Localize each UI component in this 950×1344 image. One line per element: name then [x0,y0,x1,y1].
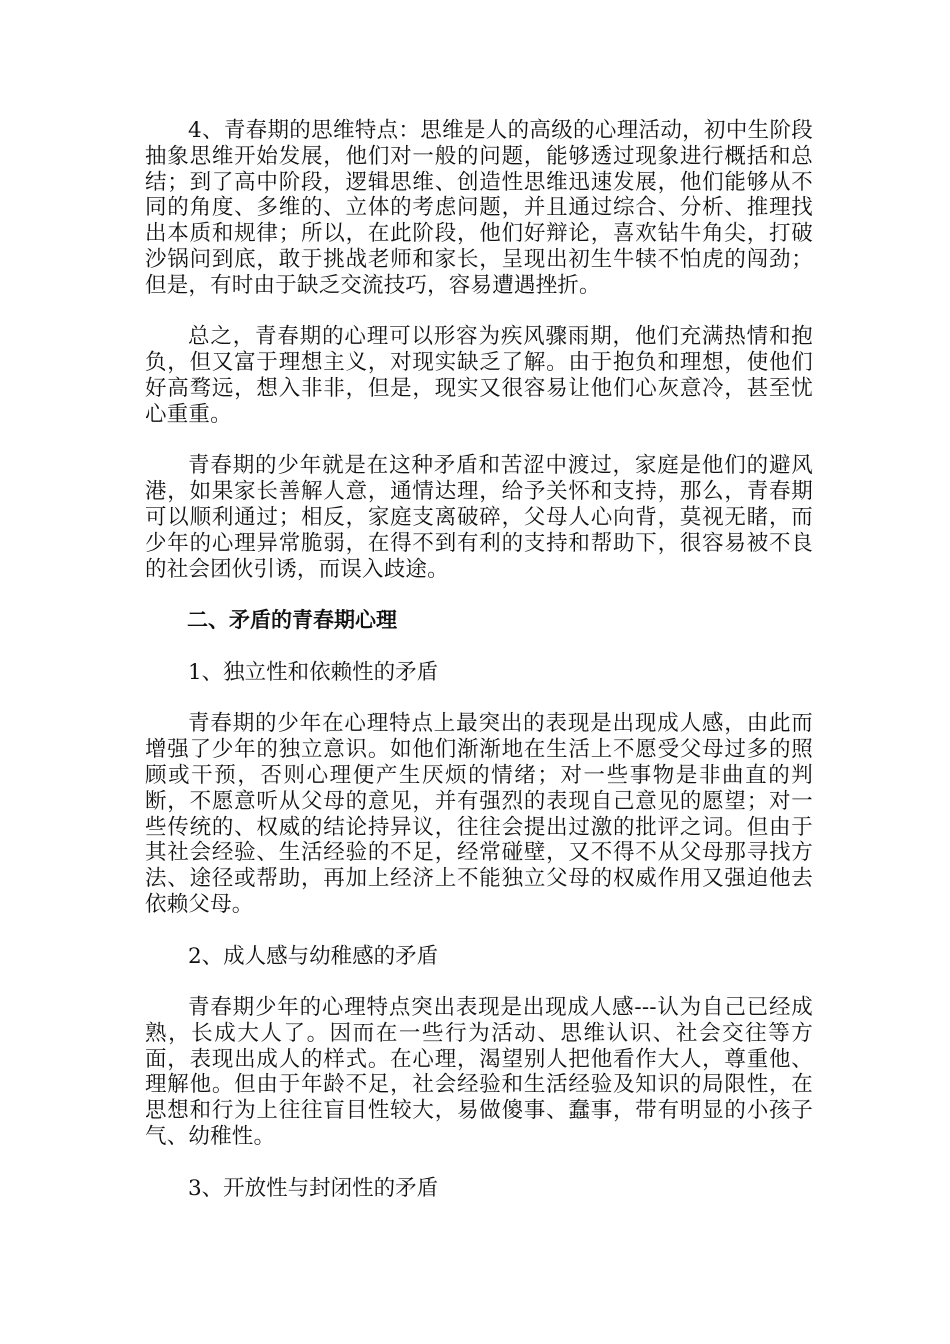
document-page [145,118,813,1227]
subheading-independence: 1、独立性和依赖性的矛盾 [188,659,439,685]
section-heading-contradictions: 二、矛盾的青春期心理 [187,608,397,633]
subheading-openness: 3、开放性与封闭性的矛盾 [188,1175,439,1201]
paragraph-family-role: 青春期的少年就是在这种矛盾和苦涩中渡过，家庭是他们的避风港，如果家长善解人意，通情达理，给予关怀和支持，那么，青春期可以顺利通过；相反，家庭支离破碎，父母人心向背，莫视无睹，而少年的心理异常脆弱，在得不到有利的支持和帮助下，很容易被不良的社会团伙引诱，而误入歧途。 [145,453,813,582]
paragraph-thinking-traits: 4、青春期的思维特点：思维是人的高级的心理活动，初中生阶段抽象思维开始发展，他们对一般的问题，能够透过现象进行概括和总结；到了高中阶段，逻辑思维、创造性思维迅速发展，他们能够从不同的角度、多维的、立体的考虑问题，并且通过综合、分析、推理找出本质和规律；所以，在此阶段，他们好辩论，喜欢钻牛角尖，打破沙锅问到底，敢于挑战老师和家长，呈现出初生牛犊不怕虎的闯劲；但是，有时由于缺乏交流技巧，容易遭遇挫折。 [145,118,813,298]
subheading-adulthood: 2、成人感与幼稚感的矛盾 [188,943,439,969]
paragraph-summary: 总之，青春期的心理可以形容为疾风骤雨期，他们充满热情和抱负，但又富于理想主义，对现实缺乏了解。由于抱负和理想，使他们好高骛远，想入非非，但是，现实又很容易让他们心灰意冷，甚至忧心重重。 [145,324,813,427]
paragraph-adulthood: 青春期少年的心理特点突出表现是出现成人感---认为自己已经成熟，长成大人了。因而在一些行为活动、思维认识、社会交往等方面，表现出成人的样式。在心理，渴望别人把他看作大人，尊重他、理解他。但由于年龄不足，社会经验和生活经验及知识的局限性，在思想和行为上往往盲目性较大，易做傻事、蠢事，带有明显的小孩子气、幼稚性。 [145,995,813,1150]
paragraph-independence: 青春期的少年在心理特点上最突出的表现是出现成人感，由此而增强了少年的独立意识。如他们渐渐地在生活上不愿受父母过多的照顾或干预，否则心理便产生厌烦的情绪；对一些事物是非曲直的判断，不愿意听从父母的意见，并有强烈的表现自己意见的愿望；对一些传统的、权威的结论持异议，往往会提出过激的批评之词。但由于其社会经验、生活经验的不足，经常碰壁，又不得不从父母那寻找方法、途径或帮助，再加上经济上不能独立父母的权威作用又强迫他去依赖父母。 [145,711,813,917]
